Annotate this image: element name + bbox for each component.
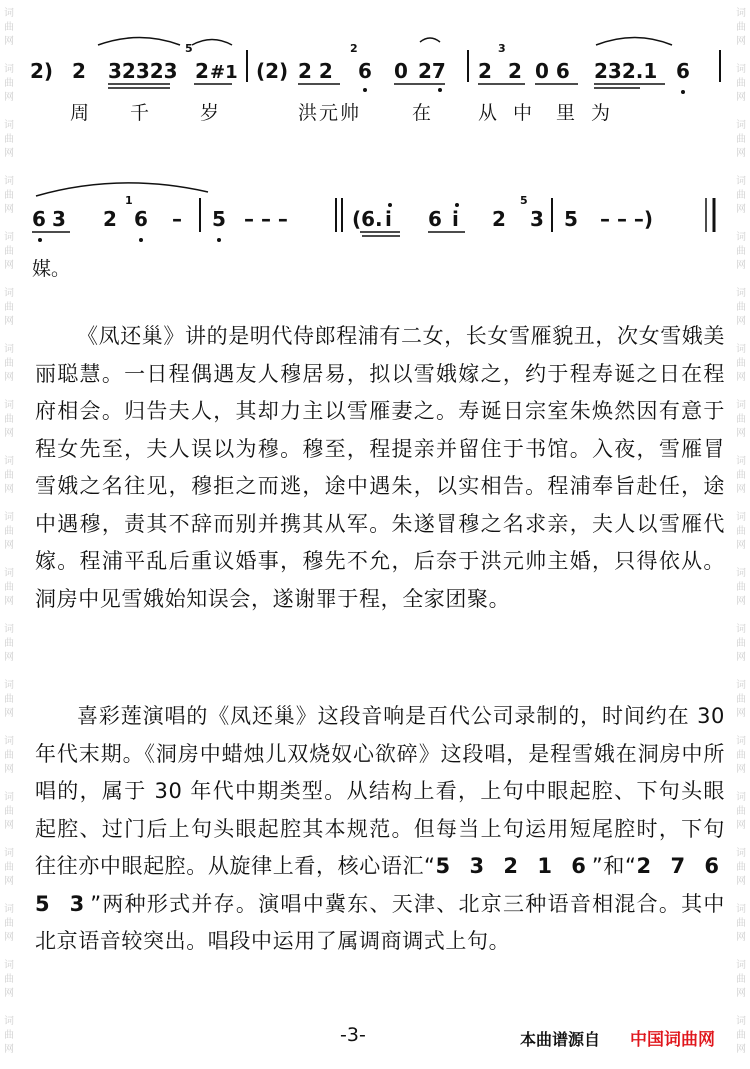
octave-dot	[363, 88, 367, 92]
watermark-char: 网	[736, 92, 746, 103]
note-group: 0 6	[535, 59, 570, 83]
watermark-char: 词	[4, 512, 14, 523]
octave-dot	[438, 88, 442, 92]
page-number: -3-	[340, 1024, 366, 1046]
watermark-char: 网	[4, 932, 14, 943]
note-group: –	[172, 207, 182, 231]
source-label: 本曲谱源自	[520, 1030, 601, 1049]
watermark-char: 词	[736, 64, 746, 75]
lyric: 从中	[478, 102, 549, 124]
paragraph-body	[35, 698, 725, 961]
watermark-char: 曲	[4, 246, 14, 257]
score-svg	[0, 0, 750, 300]
octave-dot	[139, 238, 143, 242]
watermark-char: 曲	[4, 694, 14, 705]
site-link[interactable]: 中国词曲网	[630, 1030, 715, 1050]
note-group: i	[452, 207, 459, 231]
watermark-char: 词	[736, 232, 746, 243]
slur	[420, 38, 440, 42]
watermark-char: 曲	[4, 918, 14, 929]
octave-dot	[681, 90, 685, 94]
watermark-char: 曲	[736, 974, 746, 985]
note-group: 2)	[30, 59, 54, 83]
watermark-char: 曲	[736, 1030, 746, 1041]
watermark-char: 曲	[736, 78, 746, 89]
octave-dot	[217, 238, 221, 242]
watermark-char: 曲	[4, 1030, 14, 1041]
paragraph-text: 《凤还巢》讲的是明代侍郎程浦有二女，长女雪雁貌丑，次女雪娥美丽聪慧。一日程偶遇友人穆居易，拟以雪娥嫁之，约于程寿诞之日在程府相会。归告夫人，其却力主以雪雁妻之。寿诞日宗室朱焕然因有意于程女先至，夫人误以为穆。穆至，程提亲并留住于书馆。入夜，雪雁冒雪娥之名往见，穆拒之而逃，途中遇朱，以实相告。程浦奉旨赴任，途中遇穆，责其不辞而别并携其从军。朱遂冒穆之名求亲，夫人以雪雁代嫁。程浦平乱后重议婚事，穆先不允，后奈于洪元帅主婚，只得依从。洞房中见雪娥始知误会，遂谢罪于程，全家团聚。	[35, 324, 725, 611]
motif-notation: 2 7 6 5 3	[35, 854, 726, 916]
note-group: 27	[418, 59, 446, 83]
watermark-char: 词	[4, 456, 14, 467]
watermark-char: 曲	[736, 694, 746, 705]
watermark-char: 词	[736, 736, 746, 747]
lyric: 里为	[556, 102, 627, 124]
watermark-char: 词	[736, 904, 746, 915]
watermark-char: 曲	[736, 638, 746, 649]
watermark-char: 网	[4, 260, 14, 271]
watermark-char: 词	[736, 176, 746, 187]
octave-dot	[455, 203, 459, 207]
slur	[36, 183, 208, 196]
lyric: 洪元帅	[298, 102, 362, 124]
watermark-char: 词	[736, 344, 746, 355]
watermark-char: 网	[4, 484, 14, 495]
lyric: 在	[412, 102, 432, 124]
watermark-char: 曲	[736, 806, 746, 817]
octave-dot	[388, 203, 392, 207]
watermark-char: 曲	[736, 414, 746, 425]
watermark-char: 词	[736, 848, 746, 859]
note-group: 6	[32, 207, 46, 231]
note-group: – – –)	[600, 207, 654, 231]
watermark-char: 词	[736, 680, 746, 691]
watermark-char: 曲	[736, 358, 746, 369]
note-group: (2)	[256, 59, 289, 83]
watermark-char: 网	[736, 372, 746, 383]
note-group: 2	[103, 207, 117, 231]
watermark-char: 词	[736, 400, 746, 411]
watermark-char: 词	[4, 288, 14, 299]
watermark-char: 曲	[736, 302, 746, 313]
watermark-char: 网	[736, 988, 746, 999]
note-group: 2 2	[298, 59, 333, 83]
note-group: 2	[478, 59, 492, 83]
paragraph-text: ”和“	[591, 854, 637, 878]
watermark-char: 词	[4, 120, 14, 131]
watermark-char: 网	[736, 1044, 746, 1055]
watermark-char: 曲	[4, 78, 14, 89]
note-group: 2	[492, 207, 506, 231]
watermark-char: 曲	[4, 526, 14, 537]
grace-note: 5	[520, 194, 528, 207]
note-group: – – –	[244, 207, 288, 231]
watermark-char: 曲	[4, 862, 14, 873]
lyric: 周	[70, 102, 90, 124]
watermark-char: 词	[736, 456, 746, 467]
watermark-char: 网	[736, 204, 746, 215]
watermark-char: 网	[4, 92, 14, 103]
note-group: 2	[508, 59, 522, 83]
watermark-char: 网	[736, 260, 746, 271]
watermark-char: 网	[4, 764, 14, 775]
slur	[98, 38, 180, 46]
watermark-char: 网	[4, 1044, 14, 1055]
watermark-char: 曲	[4, 974, 14, 985]
watermark-char: 网	[4, 372, 14, 383]
grace-note: 3	[498, 42, 506, 55]
watermark-char: 词	[4, 344, 14, 355]
note-group: 5	[212, 207, 226, 231]
watermark-char: 曲	[736, 582, 746, 593]
watermark-char: 网	[4, 596, 14, 607]
watermark-char: 网	[4, 876, 14, 887]
watermark-char: 曲	[736, 22, 746, 33]
watermark-char: 词	[4, 64, 14, 75]
slur	[192, 40, 232, 46]
watermark-char: 词	[4, 960, 14, 971]
watermark-char: 网	[736, 764, 746, 775]
note-group: #1	[210, 62, 238, 83]
watermark-char: 词	[736, 624, 746, 635]
watermark-char: 网	[736, 820, 746, 831]
grace-note: 2	[350, 42, 358, 55]
watermark-char: 词	[4, 232, 14, 243]
watermark-char: 词	[736, 568, 746, 579]
watermark-char: 曲	[736, 526, 746, 537]
watermark-char: 词	[4, 400, 14, 411]
watermark-char: 曲	[4, 806, 14, 817]
watermark-char: 词	[736, 960, 746, 971]
watermark-char: 网	[736, 876, 746, 887]
watermark-char: 曲	[4, 638, 14, 649]
watermark-char: 网	[736, 428, 746, 439]
watermark-char: 网	[736, 708, 746, 719]
paragraph-text: ”两种形式并存。演唱中冀东、天津、北京三种语音相混合。其中北京语音较突出。唱段中运用了属调商调式上句。	[35, 891, 725, 953]
note-group: 0	[394, 59, 408, 83]
note-group: 6	[358, 59, 372, 83]
watermark-char: 网	[4, 708, 14, 719]
watermark-char: 网	[4, 540, 14, 551]
watermark-char: 曲	[4, 470, 14, 481]
watermark-char: 词	[4, 176, 14, 187]
watermark-char: 词	[4, 1016, 14, 1027]
watermark-char: 网	[736, 148, 746, 159]
watermark-char: 曲	[4, 190, 14, 201]
note-group: 3	[52, 207, 66, 231]
grace-note: 5	[185, 42, 193, 55]
slur	[596, 38, 672, 46]
note-group: (6.	[352, 207, 383, 231]
watermark-char: 词	[736, 792, 746, 803]
note-group: 6	[676, 59, 690, 83]
watermark-char: 曲	[4, 358, 14, 369]
watermark-char: 词	[736, 512, 746, 523]
watermark-char: 曲	[4, 302, 14, 313]
watermark-char: 曲	[4, 750, 14, 761]
watermark-char: 网	[736, 540, 746, 551]
watermark-char: 网	[4, 316, 14, 327]
lyric: 媒。	[32, 258, 71, 280]
watermark-char: 曲	[736, 750, 746, 761]
watermark-char: 词	[4, 568, 14, 579]
watermark-char: 词	[4, 904, 14, 915]
note-group: 6	[428, 207, 442, 231]
watermark-char: 网	[4, 148, 14, 159]
article-paragraph-1	[35, 318, 725, 618]
note-group: 2	[195, 59, 209, 83]
watermark-char: 词	[4, 624, 14, 635]
watermark-char: 网	[4, 204, 14, 215]
lyric: 千	[130, 102, 150, 124]
watermark-char: 曲	[736, 134, 746, 145]
watermark-char: 网	[736, 484, 746, 495]
watermark-char: 曲	[4, 414, 14, 425]
watermark-char: 网	[736, 932, 746, 943]
watermark-char: 曲	[4, 582, 14, 593]
motif-notation: 5 3 2 1 6	[435, 854, 592, 878]
watermark-char: 网	[4, 652, 14, 663]
jianpu-score	[0, 0, 750, 300]
watermark-char: 曲	[736, 862, 746, 873]
note-group: i	[385, 207, 392, 231]
note-group: 5	[564, 207, 578, 231]
watermark-char: 曲	[736, 470, 746, 481]
watermark-char: 网	[736, 652, 746, 663]
grace-note: 1	[125, 194, 133, 207]
note-group: 3	[530, 207, 544, 231]
watermark-char: 曲	[736, 918, 746, 929]
watermark-char: 词	[736, 288, 746, 299]
watermark-char: 曲	[4, 22, 14, 33]
watermark-char: 网	[736, 316, 746, 327]
watermark-char: 词	[4, 736, 14, 747]
watermark-char: 词	[4, 680, 14, 691]
watermark-char: 词	[736, 1016, 746, 1027]
watermark-char: 词	[4, 848, 14, 859]
article-paragraph-2	[35, 698, 725, 961]
note-group: 2	[72, 59, 86, 83]
watermark-char: 曲	[736, 190, 746, 201]
watermark-char: 词	[736, 120, 746, 131]
watermark-char: 曲	[4, 134, 14, 145]
watermark-char: 网	[736, 596, 746, 607]
watermark-char: 曲	[736, 246, 746, 257]
watermark-char: 词	[736, 8, 746, 19]
watermark-char: 词	[4, 8, 14, 19]
watermark-char: 网	[4, 988, 14, 999]
watermark-char: 网	[4, 428, 14, 439]
note-group: 232.1	[594, 59, 658, 83]
paragraph-text: 喜彩莲演唱的《凤还巢》这段音响是百代公司录制的，时间约在 30 年代末期。《洞房中蜡烛儿双烧奴心欲碎》这段唱，是程雪娥在洞房中所唱的，属于 30 年代中期类型。从结构上看，上句中眼起腔、下句头眼起腔、过门后上句头眼起腔其本规范。但每当上句运用短尾腔时，下句往往亦中眼起腔。从旋律上看，核心语汇“	[35, 704, 725, 878]
watermark-char: 网	[4, 820, 14, 831]
note-group: 32323	[108, 59, 178, 83]
watermark-char: 网	[736, 36, 746, 47]
watermark-char: 网	[4, 36, 14, 47]
octave-dot	[38, 238, 42, 242]
watermark-char: 词	[4, 792, 14, 803]
note-group: 6	[134, 207, 148, 231]
lyric: 岁	[200, 102, 220, 124]
